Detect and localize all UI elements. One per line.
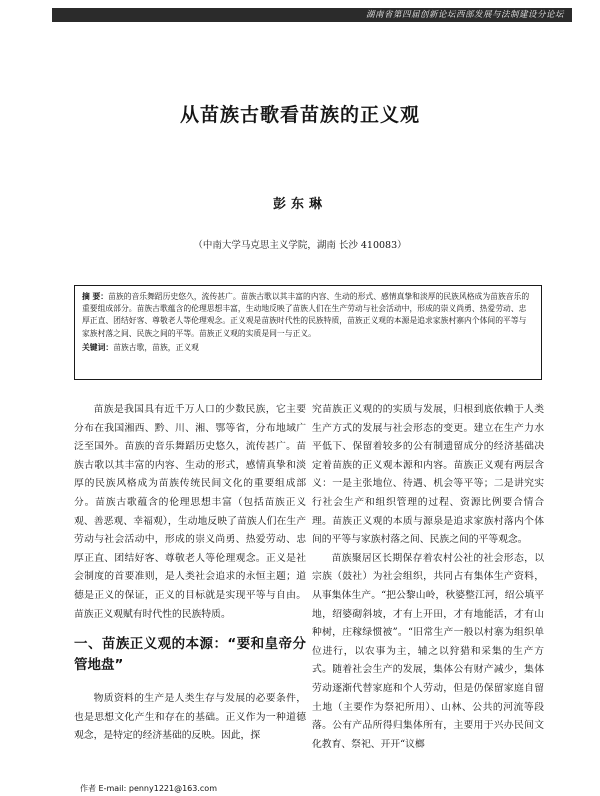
abstract-box xyxy=(74,285,542,380)
abstract-text: 苗族的音乐舞蹈历史悠久，流传甚广。苗族古歌以其丰富的内容、生动的形式、感情真挚和淡厚的民族风格成为苗族音乐的重要组成部分。苗族古歌蕴含的伦理思想丰富，生动地反映了苗族人们在生产劳动与社会活动中，形成的崇义尚勇、热爱劳动、忠厚正直、团结好客、尊敬老人等伦理观念。正义观是苗族时代性的民族特质，苗族正义观的本源是追求家族村寨内个体间的平等与家族村落之间、民族之间的平等。苗族正义观的实质是同一与正义。 xyxy=(82,292,530,338)
section-heading: 一、苗族正义观的本源：“要和皇帝分管地盘” xyxy=(74,636,306,674)
abstract-label: 摘 要： xyxy=(82,292,109,301)
running-header: 湖南省第四届创新论坛西部发展与法制建设分论坛 xyxy=(52,8,572,22)
left-column xyxy=(74,401,306,746)
keywords xyxy=(82,342,534,354)
keywords-label: 关键词： xyxy=(82,342,114,352)
body-paragraph: 究苗族正义观的的实质与发展，归根到底依赖于人类生产方式的发展与社会形态的变更。建立在生产力水平低下、保留着较多的公有制遗留成分的经济基础决定着苗族的正义观本源和内容。苗族正义观有两层含义：一是主张地位、待遇、机会等平等；二是讲究实行社会生产和组织管理的过程、资源比例要合情合理。苗族正义观的本质与源泉是追求家族村落内个体间的平等与家族村落之间、民族之间的平等观念。 xyxy=(312,404,544,546)
body-paragraph: 苗族是我国具有近千万人口的少数民族，它主要分布在我国湘西、黔、川、湘、鄂等省，分布地域广泛至国外。苗族的音乐舞蹈历史悠久，流传甚广。苗族古歌以其丰富的内容、生动的形式，感情真挚和淡厚的民族风格成为苗族传统民间文化的重要组成部分。苗族古歌蕴含的伦理思想丰富（包括苗族正义观、善恶观、幸福观），生动地反映了苗族人们在生产劳动与社会活动中，形成的崇义尚勇、热爱劳动、忠厚正直、团结好客、尊敬老人等伦理观念。正义是社会制度的首要准则，是人类社会追求的永恒主题；道德是正义的保证，正义的目标就是实现平等与自由。苗族正义观赋有时代性的民族特质。 xyxy=(74,404,306,620)
footer-email: 作者 E-mail: penny1221@163.com xyxy=(80,784,217,793)
article-title: 从苗族古歌看苗族的正义观 xyxy=(179,104,420,126)
body-paragraph: 苗族聚居区长期保存着农村公社的社会形态，以宗族（鼓社）为社会组织，共同占有集体生产资料，从事集体生产。“把公黎山岭，秋婆整江河，绍公填平地，绍婆砌斜坡，才有上开田，才有地能活，才有山种树，庄稼绿惯被”。“旧常生产一般以村寨为组织单位进行，以农事为主，辅之以狩猎和采集的生产方式。随着社会生产的发展，集体公有财产减少，集体劳动逐渐代替家庭和个人劳动，但是仍保留家庭自留土地（主要作为祭祀所用）、山林、公共的河流等段落。公有产品所得归集体所有，主要用于兴办民间文化教育、祭祀、开开“议榔 xyxy=(312,552,544,750)
right-column xyxy=(312,401,544,754)
author-affiliation: （中南大学马克思主义学院，湖南 长沙 410083） xyxy=(193,240,407,251)
keywords-text: 苗族古歌，苗族，正义观 xyxy=(113,342,199,352)
body-paragraph: 物质资料的生产是人类生存与发展的必要条件，也是思想文化产生和存在的基础。正义作为一种道德观念，是特定的经济基础的反映。因此，探 xyxy=(74,693,306,742)
abstract xyxy=(82,291,534,340)
author-name: 彭东琳 xyxy=(272,197,327,212)
